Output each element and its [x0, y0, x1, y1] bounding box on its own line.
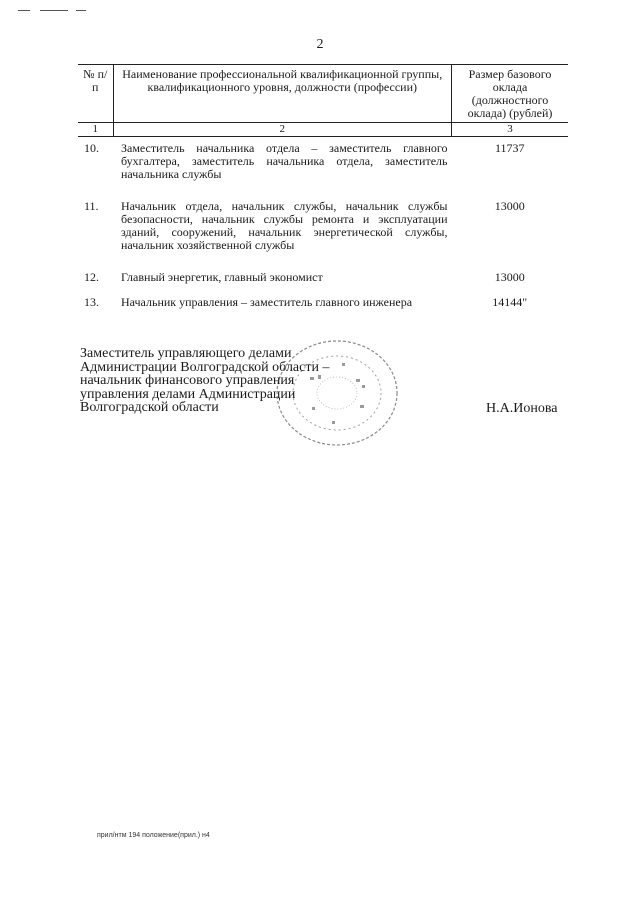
position-name: Заместитель начальника отдела – заместитель главного бухгалтера, заместитель начальника отдела, заместитель начальника службы — [121, 141, 448, 181]
table-row — [78, 195, 568, 252]
signature-line: начальник финансового управления — [80, 373, 295, 388]
position-name: Главный энергетик, главный экономист — [121, 270, 323, 284]
position-name: Начальник управления – заместитель главного инженера — [121, 295, 413, 309]
salary-table — [78, 64, 568, 310]
column-numbers-row — [78, 123, 568, 137]
table-row — [78, 266, 568, 285]
top-edge-mark — [76, 10, 86, 11]
signatory-name: Н.А.Ионова — [486, 401, 558, 416]
signature-line: Волгоградской области — [80, 400, 219, 415]
header-name: Наименование профессиональной квалификационной группы, квалификационного уровня, должности (профессии) — [113, 65, 452, 123]
signature-line: Заместитель управляющего делами — [80, 346, 292, 361]
row-number: 12. — [84, 270, 99, 284]
top-edge-mark — [18, 10, 30, 11]
top-edge-mark — [40, 10, 68, 11]
table-header-row — [78, 65, 568, 123]
footer-note: прил/нтм 194 положение(прил.) н4 — [97, 832, 210, 839]
header-num: № п/п — [78, 65, 113, 123]
salary-value: 14144" — [492, 295, 528, 309]
signature-line: Администрации Волгоградской области – — [80, 359, 330, 375]
position-name: Начальник отдела, начальник службы, начальник службы безопасности, начальник службы ремонта и эксплуатации зданий, сооружений, начальник энергетической службы, начальник хозяйственной службы — [121, 199, 448, 252]
row-number: 13. — [84, 295, 99, 309]
salary-value: 13000 — [494, 270, 525, 284]
salary-value: 13000 — [494, 199, 525, 213]
column-number: 2 — [113, 123, 452, 137]
table-row — [78, 291, 568, 310]
row-spacer — [78, 252, 568, 266]
column-number: 1 — [78, 123, 113, 137]
salary-value: 11737 — [494, 141, 525, 155]
table-row — [78, 137, 568, 182]
signature-block — [80, 347, 329, 415]
column-number: 3 — [452, 123, 569, 137]
signature-line: управления делами Администрации — [80, 386, 296, 402]
row-spacer — [78, 181, 568, 195]
page-number: 2 — [316, 37, 324, 52]
row-number: 10. — [84, 141, 99, 155]
header-salary: Размер базового оклада (должностного оклада) (рублей) — [452, 65, 569, 123]
row-number: 11. — [84, 199, 99, 213]
